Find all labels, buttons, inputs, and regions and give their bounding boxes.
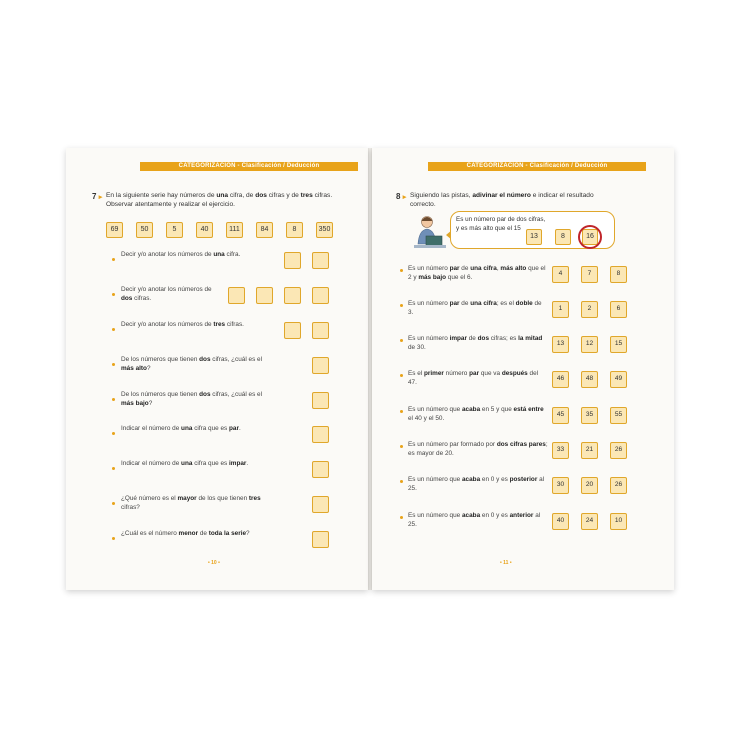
question-text: Indicar el número de una cifra que es impar.: [121, 460, 249, 467]
answer-box[interactable]: [312, 322, 329, 339]
sequence-number: 350: [316, 222, 333, 238]
answer-box[interactable]: [284, 287, 301, 304]
question-text: ¿Cuál es el número menor de toda la serie?: [121, 530, 250, 537]
exercise-number: 7 ▸: [92, 192, 103, 201]
question-text: Es el primer número par que va después del 47.: [408, 370, 539, 386]
person-illustration: [414, 214, 446, 250]
sequence-number: 8: [286, 222, 303, 238]
example-option[interactable]: 13: [526, 229, 542, 245]
question-text: Es un número que acaba en 0 y es posterior al 25.: [408, 476, 545, 492]
question-text: Es un número par de una cifra; es el doble de 3.: [408, 300, 542, 316]
question-bullet: [112, 432, 115, 435]
sequence-number: 111: [226, 222, 243, 238]
question-bullet: [112, 258, 115, 261]
question-bullet: [400, 410, 403, 413]
left-page: [66, 148, 368, 590]
question-bullet: [400, 374, 403, 377]
question-bullet: [400, 480, 403, 483]
question-text: Indicar el número de una cifra que es par.: [121, 425, 241, 432]
right-page: [372, 148, 674, 590]
page-number: • 11 •: [500, 560, 512, 566]
answer-option[interactable]: 55: [610, 407, 627, 424]
answer-box[interactable]: [284, 252, 301, 269]
answer-option[interactable]: 49: [610, 371, 627, 388]
question-bullet: [112, 398, 115, 401]
section-banner: CATEGORIZACIÓN - Clasificación / Deducción: [428, 162, 646, 171]
exercise-instructions: En la siguiente serie hay números de una cifra, de dos cifras y de tres cifras. Observar atentamente y realizar el ejercicio.: [106, 192, 333, 208]
question-bullet: [400, 339, 403, 342]
answer-option[interactable]: 8: [610, 266, 627, 283]
answer-option[interactable]: 20: [581, 477, 598, 494]
question-text: Decir y/o anotar los números de una cifra.: [121, 251, 241, 258]
sequence-number: 84: [256, 222, 273, 238]
question-bullet: [112, 502, 115, 505]
question-text: Es un número que acaba en 5 y que está entre el 40 y el 50.: [408, 406, 544, 422]
question-bullet: [112, 537, 115, 540]
answer-option[interactable]: 12: [581, 336, 598, 353]
answer-box[interactable]: [312, 252, 329, 269]
question-text: Decir y/o anotar los números de tres cifras.: [121, 321, 244, 328]
answer-box[interactable]: [312, 531, 329, 548]
question-bullet: [112, 293, 115, 296]
sequence-number: 69: [106, 222, 123, 238]
exercise-instructions: Siguiendo las pistas, adivinar el número e indicar el resultado correcto.: [410, 192, 594, 208]
question-bullet: [112, 363, 115, 366]
answer-box[interactable]: [256, 287, 273, 304]
question-bullet: [400, 304, 403, 307]
question-bullet: [400, 445, 403, 448]
sequence-number: 5: [166, 222, 183, 238]
answer-box[interactable]: [312, 287, 329, 304]
question-text: De los números que tienen dos cifras, ¿cuál es el más alto?: [121, 356, 263, 372]
question-text: Es un número impar de dos cifras; es la mitad de 30.: [408, 335, 543, 351]
answer-option[interactable]: 46: [552, 371, 569, 388]
answer-option[interactable]: 48: [581, 371, 598, 388]
answer-box[interactable]: [312, 426, 329, 443]
example-option[interactable]: 16: [582, 229, 598, 245]
question-text: Decir y/o anotar los números de dos cifras.: [121, 286, 212, 302]
question-text: Es un número par formado por dos cifras pares; es mayor de 20.: [408, 441, 548, 457]
answer-box[interactable]: [228, 287, 245, 304]
answer-box[interactable]: [284, 322, 301, 339]
question-text: Es un número que acaba en 0 y es anterior al 25.: [408, 512, 541, 528]
answer-option[interactable]: 26: [610, 442, 627, 459]
answer-option[interactable]: 45: [552, 407, 569, 424]
answer-box[interactable]: [312, 357, 329, 374]
answer-option[interactable]: 6: [610, 301, 627, 318]
answer-option[interactable]: 24: [581, 513, 598, 530]
example-clue: Es un número par de dos cifras, y es más alto que el 15: [456, 216, 546, 232]
answer-option[interactable]: 30: [552, 477, 569, 494]
answer-box[interactable]: [312, 496, 329, 513]
exercise-number: 8 ▸: [396, 192, 407, 201]
answer-option[interactable]: 33: [552, 442, 569, 459]
sequence-number: 50: [136, 222, 153, 238]
example-option[interactable]: 8: [555, 229, 571, 245]
answer-option[interactable]: 13: [552, 336, 569, 353]
question-bullet: [112, 467, 115, 470]
answer-option[interactable]: 15: [610, 336, 627, 353]
answer-option[interactable]: 1: [552, 301, 569, 318]
answer-box[interactable]: [312, 461, 329, 478]
answer-option[interactable]: 26: [610, 477, 627, 494]
section-banner: CATEGORIZACIÓN - Clasificación / Deducción: [140, 162, 358, 171]
question-text: De los números que tienen dos cifras, ¿cuál es el más bajo?: [121, 391, 263, 407]
page-number: • 10 •: [208, 560, 220, 566]
answer-option[interactable]: 7: [581, 266, 598, 283]
answer-option[interactable]: 40: [552, 513, 569, 530]
answer-option[interactable]: 35: [581, 407, 598, 424]
question-bullet: [400, 516, 403, 519]
question-bullet: [112, 328, 115, 331]
answer-option[interactable]: 2: [581, 301, 598, 318]
answer-option[interactable]: 10: [610, 513, 627, 530]
question-bullet: [400, 269, 403, 272]
question-text: Es un número par de una cifra, más alto que el 2 y más bajo que el 6.: [408, 265, 546, 281]
answer-circle: [578, 225, 602, 249]
sequence-number: 40: [196, 222, 213, 238]
answer-option[interactable]: 21: [581, 442, 598, 459]
answer-option[interactable]: 4: [552, 266, 569, 283]
question-text: ¿Qué número es el mayor de los que tienen tres cifras?: [121, 495, 261, 511]
answer-box[interactable]: [312, 392, 329, 409]
